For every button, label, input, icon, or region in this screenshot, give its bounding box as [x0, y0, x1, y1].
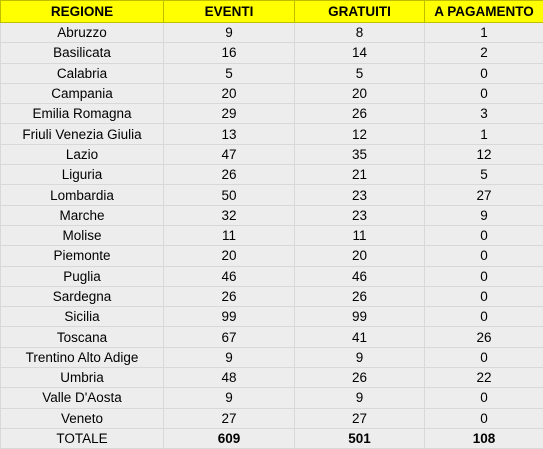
cell-a-pagamento: 2: [425, 43, 543, 63]
table-row: [1, 307, 543, 327]
total-a-pagamento: 108: [425, 428, 543, 448]
cell-eventi: 20: [164, 83, 295, 103]
table-row: [1, 185, 543, 205]
cell-regione: Abruzzo: [1, 23, 164, 43]
cell-gratuiti: 41: [295, 327, 425, 347]
header-eventi: EVENTI: [164, 1, 295, 23]
table-row: [1, 225, 543, 245]
cell-gratuiti: 35: [295, 144, 425, 164]
cell-a-pagamento: 0: [425, 83, 543, 103]
cell-regione: Veneto: [1, 408, 164, 428]
cell-gratuiti: 14: [295, 43, 425, 63]
cell-eventi: 20: [164, 246, 295, 266]
cell-gratuiti: 99: [295, 307, 425, 327]
cell-eventi: 9: [164, 23, 295, 43]
cell-eventi: 26: [164, 286, 295, 306]
table-row: [1, 388, 543, 408]
cell-gratuiti: 21: [295, 165, 425, 185]
cell-eventi: 32: [164, 205, 295, 225]
cell-gratuiti: 26: [295, 104, 425, 124]
cell-eventi: 11: [164, 225, 295, 245]
table-row: [1, 408, 543, 428]
total-label: TOTALE: [1, 428, 164, 448]
cell-regione: Friuli Venezia Giulia: [1, 124, 164, 144]
cell-a-pagamento: 0: [425, 388, 543, 408]
cell-regione: Sardegna: [1, 286, 164, 306]
table-row: [1, 165, 543, 185]
cell-regione: Sicilia: [1, 307, 164, 327]
cell-regione: Emilia Romagna: [1, 104, 164, 124]
cell-a-pagamento: 0: [425, 266, 543, 286]
table-row: [1, 104, 543, 124]
cell-eventi: 9: [164, 347, 295, 367]
cell-a-pagamento: 1: [425, 23, 543, 43]
cell-gratuiti: 11: [295, 225, 425, 245]
table-row: [1, 368, 543, 388]
cell-eventi: 67: [164, 327, 295, 347]
cell-regione: Campania: [1, 83, 164, 103]
cell-eventi: 9: [164, 388, 295, 408]
cell-regione: Basilicata: [1, 43, 164, 63]
cell-gratuiti: 9: [295, 347, 425, 367]
cell-a-pagamento: 3: [425, 104, 543, 124]
table-row: [1, 23, 543, 43]
cell-a-pagamento: 0: [425, 286, 543, 306]
cell-regione: Calabria: [1, 63, 164, 83]
table-row: [1, 347, 543, 367]
total-gratuiti: 501: [295, 428, 425, 448]
cell-regione: Marche: [1, 205, 164, 225]
cell-gratuiti: 27: [295, 408, 425, 428]
header-a-pagamento: A PAGAMENTO: [425, 1, 543, 23]
cell-regione: Puglia: [1, 266, 164, 286]
cell-eventi: 5: [164, 63, 295, 83]
cell-a-pagamento: 0: [425, 307, 543, 327]
table-row: [1, 43, 543, 63]
cell-gratuiti: 20: [295, 83, 425, 103]
header-regione: REGIONE: [1, 1, 164, 23]
cell-regione: Lazio: [1, 144, 164, 164]
cell-a-pagamento: 0: [425, 246, 543, 266]
cell-gratuiti: 26: [295, 368, 425, 388]
cell-gratuiti: 23: [295, 185, 425, 205]
table-row: [1, 266, 543, 286]
cell-gratuiti: 5: [295, 63, 425, 83]
cell-regione: Lombardia: [1, 185, 164, 205]
cell-eventi: 13: [164, 124, 295, 144]
cell-a-pagamento: 5: [425, 165, 543, 185]
cell-a-pagamento: 26: [425, 327, 543, 347]
cell-gratuiti: 9: [295, 388, 425, 408]
cell-a-pagamento: 22: [425, 368, 543, 388]
cell-regione: Piemonte: [1, 246, 164, 266]
cell-a-pagamento: 1: [425, 124, 543, 144]
header-gratuiti: GRATUITI: [295, 1, 425, 23]
cell-a-pagamento: 27: [425, 185, 543, 205]
cell-gratuiti: 20: [295, 246, 425, 266]
cell-eventi: 26: [164, 165, 295, 185]
table-row: [1, 63, 543, 83]
cell-eventi: 29: [164, 104, 295, 124]
table-row: [1, 246, 543, 266]
table-row: [1, 83, 543, 103]
cell-eventi: 46: [164, 266, 295, 286]
table-row: [1, 144, 543, 164]
table-row: [1, 327, 543, 347]
cell-eventi: 27: [164, 408, 295, 428]
cell-regione: Trentino Alto Adige: [1, 347, 164, 367]
cell-gratuiti: 8: [295, 23, 425, 43]
cell-eventi: 48: [164, 368, 295, 388]
table-row: [1, 205, 543, 225]
cell-eventi: 50: [164, 185, 295, 205]
cell-regione: Molise: [1, 225, 164, 245]
cell-regione: Umbria: [1, 368, 164, 388]
cell-eventi: 47: [164, 144, 295, 164]
table-row: [1, 286, 543, 306]
cell-regione: Valle D'Aosta: [1, 388, 164, 408]
cell-a-pagamento: 0: [425, 408, 543, 428]
cell-regione: Liguria: [1, 165, 164, 185]
cell-a-pagamento: 0: [425, 63, 543, 83]
cell-eventi: 16: [164, 43, 295, 63]
total-row: [1, 428, 543, 448]
table-row: [1, 124, 543, 144]
cell-a-pagamento: 12: [425, 144, 543, 164]
cell-a-pagamento: 9: [425, 205, 543, 225]
header-row: [1, 1, 543, 23]
total-eventi: 609: [164, 428, 295, 448]
cell-a-pagamento: 0: [425, 225, 543, 245]
cell-gratuiti: 23: [295, 205, 425, 225]
cell-gratuiti: 46: [295, 266, 425, 286]
cell-gratuiti: 12: [295, 124, 425, 144]
cell-gratuiti: 26: [295, 286, 425, 306]
cell-regione: Toscana: [1, 327, 164, 347]
cell-a-pagamento: 0: [425, 347, 543, 367]
cell-eventi: 99: [164, 307, 295, 327]
